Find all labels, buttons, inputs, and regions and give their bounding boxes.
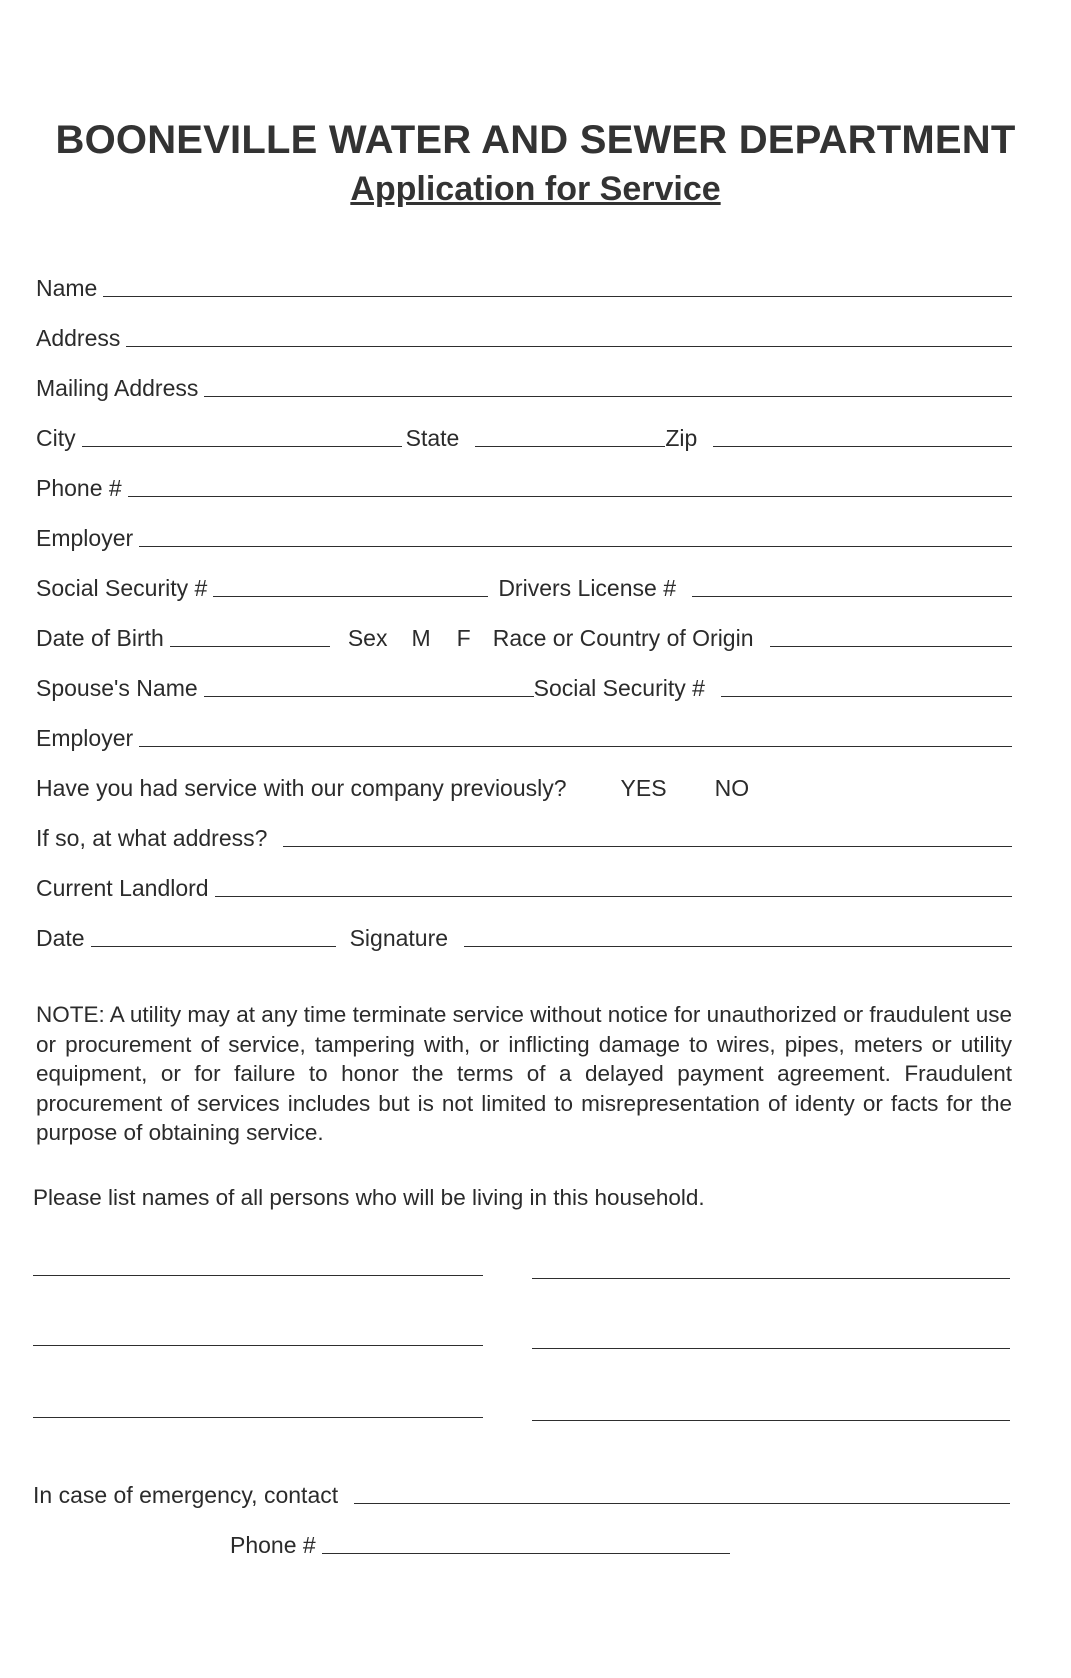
date-label: Date xyxy=(36,925,85,951)
previous-service-question: Have you had service with our company previously? xyxy=(36,775,567,801)
city-state-zip-row xyxy=(36,418,1012,452)
phone-row xyxy=(36,468,1012,502)
termination-note: NOTE: A utility may at any time terminate service without notice for unauthorized or fraudulent use or procurement of service, tampering with, or inflicting damage to wires, pipes, meters or utility equipment, or for failure to honor the terms of a delayed payment agreement. Fraudulent procurement of services includes but is not limited to misrepresentation of identy or facts for the purpose of obtaining service. xyxy=(36,1002,1012,1145)
household-name-line[interactable] xyxy=(33,1345,483,1346)
emergency-contact-label: In case of emergency, contact xyxy=(33,1482,339,1508)
spouse-employer-row xyxy=(36,718,1012,752)
landlord-row xyxy=(36,868,1012,902)
landlord-field[interactable] xyxy=(215,896,1012,897)
household-name-line[interactable] xyxy=(532,1348,1010,1349)
phone-field[interactable] xyxy=(128,496,1012,497)
sex-m-option[interactable]: M xyxy=(411,625,431,651)
drivers-license-label: Drivers License # xyxy=(498,575,676,601)
emergency-phone-field[interactable] xyxy=(322,1553,730,1554)
ss-license-row xyxy=(36,568,1012,602)
zip-field[interactable] xyxy=(713,446,1012,447)
dob-sex-race-row xyxy=(36,618,1012,652)
emergency-phone-label: Phone # xyxy=(230,1532,316,1558)
social-security-label: Social Security # xyxy=(36,575,208,601)
household-name-line[interactable] xyxy=(532,1278,1010,1279)
form-subtitle: Application for Service xyxy=(350,170,721,208)
spouse-employer-label: Employer xyxy=(36,725,134,751)
state-field[interactable] xyxy=(475,446,665,447)
emergency-contact-row xyxy=(33,1475,1010,1509)
signature-label: Signature xyxy=(349,925,449,951)
date-of-birth-field[interactable] xyxy=(170,646,330,647)
zip-label: Zip xyxy=(665,425,698,451)
previous-address-row xyxy=(36,818,1012,852)
address-field[interactable] xyxy=(126,346,1012,347)
household-name-line[interactable] xyxy=(33,1417,483,1418)
address-label: Address xyxy=(36,325,121,351)
mailing-address-row xyxy=(36,368,1012,402)
name-row xyxy=(36,268,1012,302)
household-caption: Please list names of all persons who will be living in this household. xyxy=(33,1185,705,1210)
employer-row xyxy=(36,518,1012,552)
previous-address-field[interactable] xyxy=(283,846,1012,847)
sex-f-option[interactable]: F xyxy=(456,625,471,651)
mailing-address-field[interactable] xyxy=(204,396,1012,397)
race-label: Race or Country of Origin xyxy=(492,625,754,651)
emergency-contact-field[interactable] xyxy=(354,1503,1010,1504)
date-of-birth-label: Date of Birth xyxy=(36,625,164,651)
date-signature-row xyxy=(36,918,1012,952)
previous-service-row xyxy=(36,768,1012,802)
social-security-field[interactable] xyxy=(213,596,488,597)
spouse-name-field[interactable] xyxy=(204,696,534,697)
city-field[interactable] xyxy=(82,446,402,447)
date-field[interactable] xyxy=(91,946,336,947)
drivers-license-field[interactable] xyxy=(692,596,1012,597)
city-label: City xyxy=(36,425,76,451)
address-row xyxy=(36,318,1012,352)
spouse-employer-field[interactable] xyxy=(139,746,1012,747)
signature-field[interactable] xyxy=(464,946,1012,947)
spouse-ss-label: Social Security # xyxy=(533,675,705,701)
employer-label: Employer xyxy=(36,525,134,551)
name-label: Name xyxy=(36,275,98,301)
phone-label: Phone # xyxy=(36,475,122,501)
race-field[interactable] xyxy=(770,646,1013,647)
household-name-line[interactable] xyxy=(532,1420,1010,1421)
emergency-phone-row xyxy=(230,1525,730,1559)
spouse-ss-field[interactable] xyxy=(721,696,1012,697)
spouse-row xyxy=(36,668,1012,702)
sex-label: Sex xyxy=(347,625,388,651)
mailing-address-label: Mailing Address xyxy=(36,375,199,401)
employer-field[interactable] xyxy=(139,546,1012,547)
state-label: State xyxy=(405,425,460,451)
no-option[interactable]: NO xyxy=(714,775,750,801)
name-field[interactable] xyxy=(103,296,1012,297)
household-name-line[interactable] xyxy=(33,1275,483,1276)
landlord-label: Current Landlord xyxy=(36,875,209,901)
yes-option[interactable]: YES xyxy=(620,775,667,801)
spouse-name-label: Spouse's Name xyxy=(36,675,198,701)
previous-address-label: If so, at what address? xyxy=(36,825,268,851)
department-title: BOONEVILLE WATER AND SEWER DEPARTMENT xyxy=(55,118,1016,162)
